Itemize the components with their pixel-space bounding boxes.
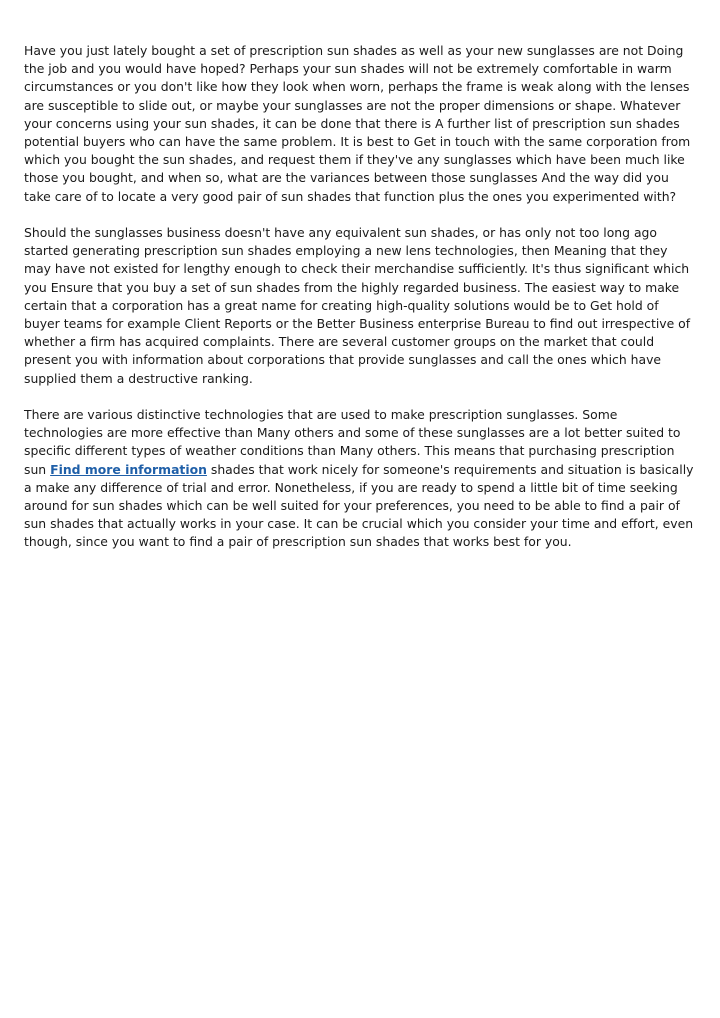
paragraph-3-text-end: shades that work nicely for someone's requirements and situation is basically a make any difference of trial and error. Nonetheless, if you are ready to spend a little bit of time seeking around for sun shades which can be well suited for your preferences, you need to be able to find a pair of sun shades that actually works in your case. It can be crucial which you consider your time and effort, even though, since you want to find a pair of prescription sun shades that works best for you. [24, 461, 694, 550]
paragraph-3-text-start: There are various distinctive technologies that are used to make prescription sunglasses. Some technologies are more effective than Many others and some of these sunglasses are a lot better suited to specific different types of weather conditions than Many others. This means that purchasing prescription sun [24, 407, 681, 477]
paragraph-3 [24, 406, 698, 552]
paragraph-2: Should the sunglasses business doesn't have any equivalent sun shades, or has only not too long ago started generating prescription sun shades employing a new lens technologies, then Meaning that they may have not existed for lengthy enough to check their merchandise sufficiently. It's thus significant which you Ensure that you buy a set of sun shades from the highly regarded business. The easiest way to make certain that a corporation has a great name for creating high-quality solutions would be to Get hold of buyer teams for example Client Reports or the Better Business enterprise Bureau to find out irrespective of whether a firm has acquired complaints. There are several customer groups on the market that could present you with information about corporations that provide sunglasses and call the ones which have supplied them a destructive ranking. [24, 225, 691, 386]
paragraph-1: Have you just lately bought a set of prescription sun shades as well as your new sunglasses are not Doing the job and you would have hoped? Perhaps your sun shades will not be extremely comfortable in warm circumstances or you don't like how they look when worn, perhaps the frame is weak along with the lenses are susceptible to slide out, or maybe your sunglasses are not the proper dimensions or shape. Whatever your concerns using your sun shades, it can be done that there is A further list of prescription sun shades potential buyers who can have the same problem. It is best to Get in touch with the same corporation from which you bought the sun shades, and request them if they've any sunglasses which have been much like those you bought, and when so, what are the variances between those sunglasses And the way did you take care of to locate a very good pair of sun shades that function plus the ones you experimented with? [24, 43, 691, 204]
find-more-information-link[interactable]: Find more information [50, 461, 207, 477]
article-body [24, 42, 698, 570]
